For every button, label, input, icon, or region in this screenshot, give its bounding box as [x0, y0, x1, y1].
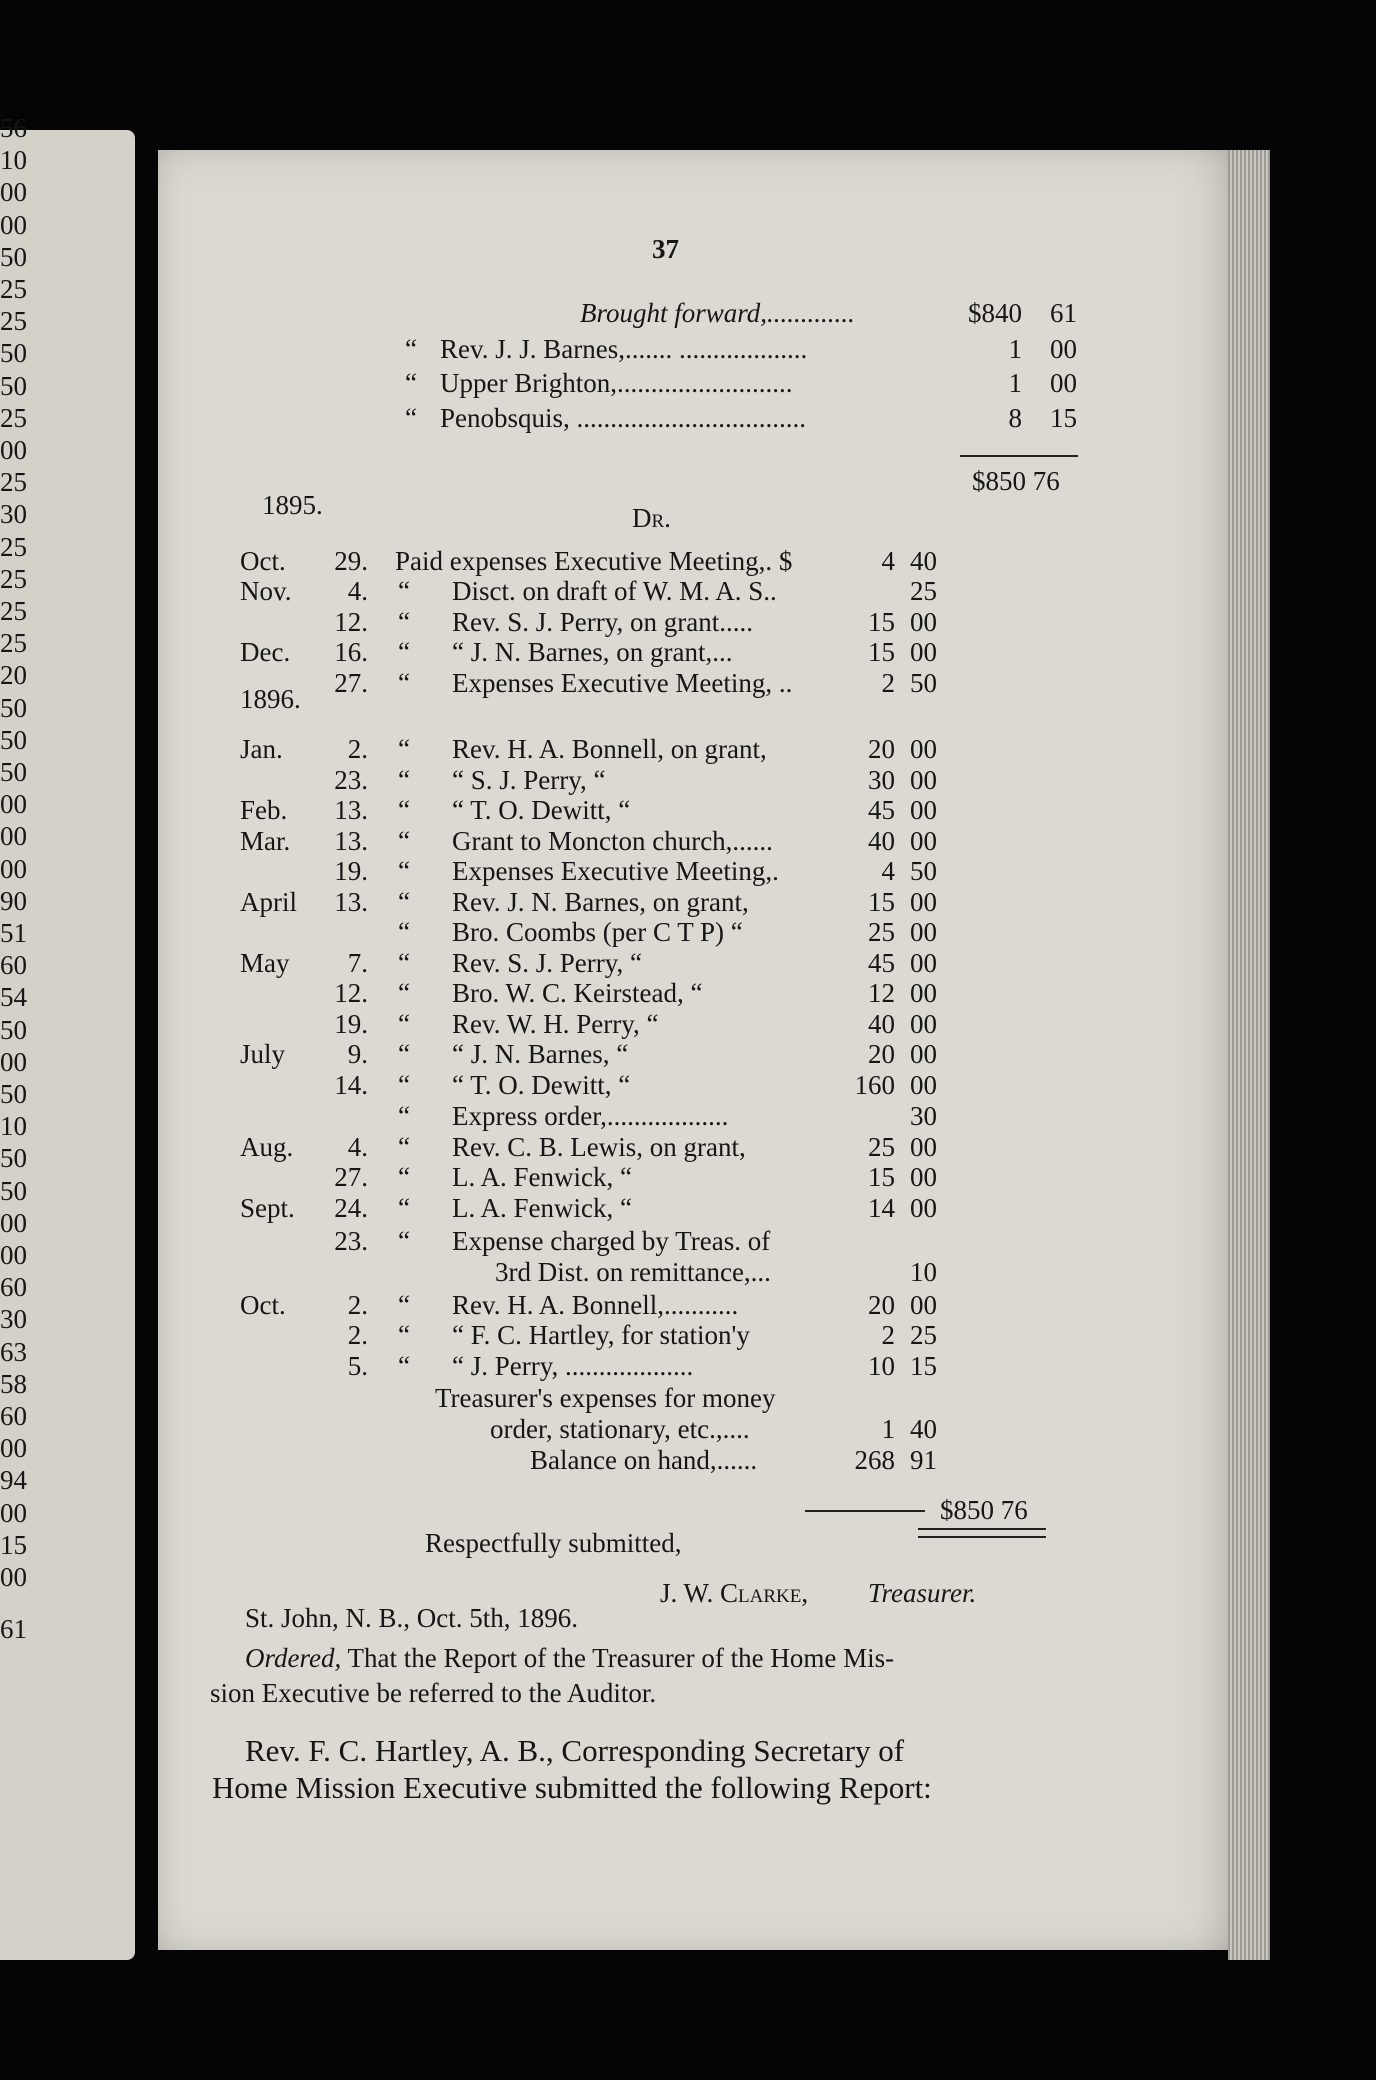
- entry-description: Expenses Executive Meeting,.: [452, 856, 779, 886]
- left-margin-number: 60: [0, 950, 27, 981]
- entry-description: Rev. S. J. Perry, “: [452, 948, 642, 978]
- total-top: $850 76: [972, 466, 1060, 496]
- carried-cents: 00: [1050, 334, 1077, 364]
- entry-day: 5.: [347, 1351, 368, 1381]
- left-margin-number: 15: [0, 1529, 27, 1560]
- ditto-mark: “: [398, 887, 410, 917]
- entry-dollars: 20: [868, 1039, 895, 1069]
- entry-day: 4.: [347, 576, 368, 606]
- entry-cents: 00: [910, 765, 937, 795]
- entry-day: 12.: [334, 978, 368, 1008]
- entry-description: “ J. Perry, ...................: [452, 1351, 694, 1381]
- entry-cents: 00: [910, 978, 937, 1008]
- left-margin-number: 00: [0, 1433, 27, 1464]
- page-number: 37: [652, 234, 679, 264]
- signatory-name: J. W. Clarke,: [660, 1578, 809, 1608]
- entry-dollars: 160: [854, 1070, 895, 1100]
- entry-month: Mar.: [240, 826, 291, 856]
- entry-cents: 40: [910, 1414, 937, 1444]
- ditto-mark: “: [398, 1320, 410, 1350]
- entry-dollars: 15: [868, 607, 895, 637]
- left-margin-number: 20: [0, 660, 27, 691]
- entry-dollars: 268: [854, 1445, 895, 1475]
- entry-cents: 10: [910, 1257, 937, 1287]
- entry-day: 9.: [347, 1039, 368, 1069]
- entry-month: Nov.: [240, 576, 292, 606]
- ditto-mark: “: [398, 1070, 410, 1100]
- entry-day: 13.: [334, 795, 368, 825]
- left-margin-number: 54: [0, 982, 27, 1013]
- entry-dollars: 4: [881, 546, 895, 576]
- left-margin-number: 00: [0, 853, 27, 884]
- carried-label: Upper Brighton,..........................: [440, 368, 793, 398]
- entry-month: May: [240, 948, 290, 978]
- entry-description: Treasurer's expenses for money: [435, 1383, 776, 1413]
- ditto-mark: “: [398, 1351, 410, 1381]
- entry-month: Dec.: [240, 637, 291, 667]
- entry-description: Rev. H. A. Bonnell, on grant,: [452, 734, 767, 764]
- left-margin-number: 00: [0, 1497, 27, 1528]
- entry-day: 19.: [334, 856, 368, 886]
- entry-month: Aug.: [240, 1132, 294, 1162]
- total-rule-bottom: [805, 1510, 925, 1512]
- left-margin-number: 50: [0, 1143, 27, 1174]
- left-margin-number: 50: [0, 241, 27, 272]
- entry-dollars: 45: [868, 795, 895, 825]
- left-margin-number: 50: [0, 724, 27, 755]
- ditto-mark: “: [398, 978, 410, 1008]
- ordered-paragraph-line-1: [245, 1645, 894, 1672]
- entry-day: 7.: [347, 948, 368, 978]
- entry-cents: 00: [910, 637, 937, 667]
- left-margin-number: 00: [0, 1046, 27, 1077]
- dr-heading: Dr.: [632, 503, 671, 533]
- entry-month: April: [240, 887, 297, 917]
- carried-label: Penobsquis, ..................................: [440, 403, 807, 433]
- entry-cents: 00: [910, 1039, 937, 1069]
- entry-day: 4.: [347, 1132, 368, 1162]
- entry-day: 2.: [347, 734, 368, 764]
- ditto-mark: “: [398, 1101, 410, 1131]
- left-margin-number: 25: [0, 402, 27, 433]
- entry-dollars: 25: [868, 1132, 895, 1162]
- left-margin-number: 25: [0, 274, 27, 304]
- left-margin-number: 00: [0, 209, 27, 240]
- entry-dollars: 15: [868, 887, 895, 917]
- left-margin-number: 30: [0, 499, 27, 530]
- entry-description: 3rd Dist. on remittance,...: [495, 1257, 771, 1287]
- left-margin-number: 00: [0, 177, 27, 208]
- entry-description: “ J. N. Barnes, on grant,...: [452, 637, 733, 667]
- signatory-title: Treasurer.: [868, 1578, 977, 1608]
- entry-cents: 00: [910, 607, 937, 637]
- entry-description: Rev. S. J. Perry, on grant.....: [452, 607, 753, 637]
- entry-day: 27.: [334, 668, 368, 698]
- left-margin-number: 51: [0, 918, 27, 948]
- total-rule-top: [960, 455, 1078, 457]
- entry-dollars: 10: [868, 1351, 895, 1381]
- page-edge: [1228, 150, 1270, 1960]
- left-margin-number: 00: [0, 789, 27, 820]
- entry-description: Grant to Moncton church,......: [452, 826, 773, 856]
- left-margin-number: 25: [0, 467, 27, 498]
- ditto-mark: “: [398, 734, 410, 764]
- entry-description: Paid expenses Executive Meeting,. $: [395, 546, 793, 576]
- entry-description: Bro. W. C. Keirstead, “: [452, 978, 703, 1008]
- entry-cents: 00: [910, 948, 937, 978]
- ditto-mark: “: [405, 403, 417, 433]
- entry-cents: 00: [910, 1009, 937, 1039]
- entry-month: Oct.: [240, 1290, 286, 1320]
- entry-dollars: 12: [868, 978, 895, 1008]
- entry-cents: 25: [910, 576, 937, 606]
- carried-label: Brought forward,.............: [580, 298, 855, 328]
- entry-dollars: 15: [868, 1162, 895, 1192]
- left-margin-number: 00: [0, 1240, 27, 1270]
- entry-cents: 00: [910, 734, 937, 764]
- ditto-mark: “: [405, 334, 417, 364]
- entry-description: Rev. C. B. Lewis, on grant,: [452, 1132, 746, 1162]
- entry-cents: 25: [910, 1320, 937, 1350]
- entry-cents: 00: [910, 795, 937, 825]
- entry-dollars: 25: [868, 917, 895, 947]
- carried-dollars: 1: [1008, 368, 1022, 398]
- entry-description: “ T. O. Dewitt, “: [452, 1070, 631, 1100]
- left-margin-number: 00: [0, 821, 27, 852]
- ditto-mark: “: [398, 1039, 410, 1069]
- entry-cents: 15: [910, 1351, 937, 1381]
- left-margin-number: 50: [0, 370, 27, 401]
- entry-dollars: 4: [881, 856, 895, 886]
- entry-dollars: 20: [868, 734, 895, 764]
- entry-description: Rev. W. H. Perry, “: [452, 1009, 659, 1039]
- entry-description: Balance on hand,......: [530, 1445, 758, 1475]
- entry-day: 23.: [334, 765, 368, 795]
- entry-month: Jan.: [240, 734, 283, 764]
- entry-cents: 40: [910, 546, 937, 576]
- entry-day: 19.: [334, 1009, 368, 1039]
- entry-day: 27.: [334, 1162, 368, 1192]
- entry-cents: 00: [910, 826, 937, 856]
- ditto-mark: “: [398, 1290, 410, 1320]
- entry-description: Expense charged by Treas. of: [452, 1226, 771, 1256]
- entry-description: Expenses Executive Meeting, ..: [452, 668, 793, 698]
- ditto-mark: “: [405, 368, 417, 398]
- ditto-mark: “: [398, 1162, 410, 1192]
- left-margin-number: 25: [0, 628, 27, 659]
- entry-cents: 00: [910, 1132, 937, 1162]
- left-margin-number: 90: [0, 885, 27, 916]
- entry-dollars: 2: [881, 668, 895, 698]
- entry-cents: 00: [910, 887, 937, 917]
- left-margin-number: 25: [0, 531, 27, 562]
- year-1895: 1895.: [262, 490, 323, 520]
- ditto-mark: “: [398, 765, 410, 795]
- entry-dollars: 40: [868, 826, 895, 856]
- ditto-mark: “: [398, 1009, 410, 1039]
- entry-cents: 00: [910, 917, 937, 947]
- entry-day: 23.: [334, 1226, 368, 1256]
- entry-description: Disct. on draft of W. M. A. S..: [452, 576, 777, 606]
- left-margin-number: 25: [0, 596, 27, 626]
- entry-cents: 00: [910, 1162, 937, 1192]
- left-margin-number: 00: [0, 435, 27, 465]
- ditto-mark: “: [398, 637, 410, 667]
- ordered-word: Ordered,: [245, 1643, 342, 1673]
- entry-month: Sept.: [240, 1193, 295, 1223]
- entry-day: 24.: [334, 1193, 368, 1223]
- entry-day: 14.: [334, 1070, 368, 1100]
- carried-cents: 61: [1050, 298, 1077, 328]
- left-margin-number: 50: [0, 1175, 27, 1206]
- total-bottom: $850 76: [940, 1495, 1028, 1525]
- left-margin-number: 25: [0, 306, 27, 337]
- ditto-mark: “: [398, 1226, 410, 1256]
- entry-description: “ J. N. Barnes, “: [452, 1039, 629, 1069]
- left-page-sliver: [0, 113, 135, 1960]
- double-rule-1: [918, 1528, 1046, 1530]
- entry-cents: 91: [910, 1445, 937, 1475]
- entry-description: “ S. J. Perry, “: [452, 765, 606, 795]
- entry-cents: 30: [910, 1101, 937, 1131]
- entry-dollars: 1: [881, 1414, 895, 1444]
- entry-day: 16.: [334, 637, 368, 667]
- left-margin-number: 30: [0, 1304, 27, 1335]
- entry-cents: 00: [910, 1290, 937, 1320]
- left-margin-number: 00: [0, 1207, 27, 1238]
- ditto-mark: “: [398, 607, 410, 637]
- carried-cents: 15: [1050, 403, 1077, 433]
- entry-description: Rev. H. A. Bonnell,...........: [452, 1290, 739, 1320]
- respectfully-submitted: Respectfully submitted,: [425, 1528, 682, 1558]
- entry-description: “ T. O. Dewitt, “: [452, 795, 631, 825]
- place-date: St. John, N. B., Oct. 5th, 1896.: [245, 1603, 579, 1633]
- ditto-mark: “: [398, 948, 410, 978]
- entry-description: “ F. C. Hartley, for station'y: [452, 1320, 750, 1350]
- entry-day: 2.: [347, 1290, 368, 1320]
- final-paragraph-line-1: Rev. F. C. Hartley, A. B., Corresponding Secretary of: [245, 1733, 905, 1768]
- left-margin-number: 94: [0, 1465, 27, 1496]
- entry-dollars: 2: [881, 1320, 895, 1350]
- entry-description: order, stationary, etc.,....: [490, 1414, 750, 1444]
- carried-dollars: $840: [968, 298, 1022, 328]
- left-margin-number: 50: [0, 692, 27, 723]
- entry-cents: 50: [910, 856, 937, 886]
- left-margin-number: 10: [0, 1111, 27, 1142]
- entry-day: 13.: [334, 826, 368, 856]
- entry-description: Rev. J. N. Barnes, on grant,: [452, 887, 749, 917]
- left-margin-number: 50: [0, 1014, 27, 1045]
- entry-cents: 00: [910, 1193, 937, 1223]
- carried-label: Rev. J. J. Barnes,....... ...................: [440, 334, 808, 364]
- ditto-mark: “: [398, 917, 410, 947]
- left-margin-number: 58: [0, 1368, 27, 1399]
- carried-dollars: 8: [1008, 403, 1022, 433]
- entry-cents: 50: [910, 668, 937, 698]
- ditto-mark: “: [398, 1193, 410, 1223]
- entry-dollars: 40: [868, 1009, 895, 1039]
- entry-dollars: 15: [868, 637, 895, 667]
- carried-cents: 00: [1050, 368, 1077, 398]
- ditto-mark: “: [398, 826, 410, 856]
- ditto-mark: “: [398, 856, 410, 886]
- ordered-text: That the Report of the Treasurer of the Home Mis-: [341, 1643, 895, 1673]
- entry-cents: 00: [910, 1070, 937, 1100]
- entry-month: Oct.: [240, 546, 286, 576]
- entry-dollars: 45: [868, 948, 895, 978]
- entry-day: 29.: [334, 546, 368, 576]
- entry-day: 13.: [334, 887, 368, 917]
- left-margin-number: 10: [0, 145, 27, 176]
- entry-dollars: 14: [868, 1193, 895, 1223]
- entry-dollars: 20: [868, 1290, 895, 1320]
- left-margin-number: 60: [0, 1401, 27, 1431]
- left-margin-number: 56: [0, 113, 27, 143]
- entry-month: Feb.: [240, 795, 288, 825]
- left-margin-number: 50: [0, 338, 27, 369]
- left-margin-number: 63: [0, 1336, 27, 1367]
- ordered-paragraph-line-2: sion Executive be referred to the Auditor.: [210, 1678, 657, 1708]
- left-margin-number: 61: [0, 1614, 27, 1645]
- double-rule-2: [918, 1536, 1046, 1538]
- left-margin-number: 00: [0, 1562, 27, 1592]
- entry-day: 2.: [347, 1320, 368, 1350]
- entry-description: Express order,..................: [452, 1101, 729, 1131]
- left-margin-number: 50: [0, 757, 27, 787]
- left-margin-number: 25: [0, 563, 27, 594]
- left-margin-number: 50: [0, 1079, 27, 1109]
- final-paragraph-line-2: Home Mission Executive submitted the following Report:: [212, 1770, 932, 1805]
- ditto-mark: “: [398, 668, 410, 698]
- entry-description: Bro. Coombs (per C T P) “: [452, 917, 743, 947]
- year-1896: 1896.: [240, 684, 301, 714]
- book-page: [158, 150, 1258, 1950]
- ditto-mark: “: [398, 795, 410, 825]
- left-margin-number: 60: [0, 1272, 27, 1303]
- entry-description: L. A. Fenwick, “: [452, 1193, 632, 1223]
- entry-month: July: [240, 1039, 286, 1069]
- entry-description: L. A. Fenwick, “: [452, 1162, 632, 1192]
- ditto-mark: “: [398, 1132, 410, 1162]
- ditto-mark: “: [398, 576, 410, 606]
- entry-dollars: 30: [868, 765, 895, 795]
- entry-day: 12.: [334, 607, 368, 637]
- carried-dollars: 1: [1008, 334, 1022, 364]
